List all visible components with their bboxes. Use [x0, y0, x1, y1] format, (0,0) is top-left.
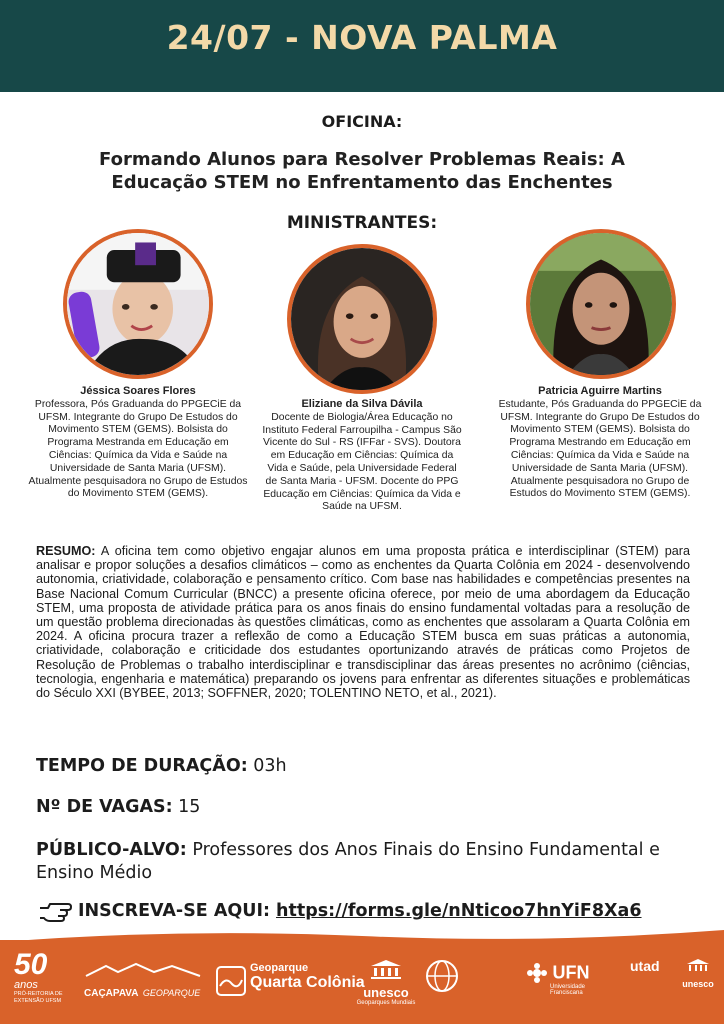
footer-wave [0, 928, 724, 942]
person-patricia [496, 385, 704, 501]
person-eliziane [262, 398, 462, 514]
footer-logos-bar: 50 anos PRÓ-REITORIA DE EXTENSÃO UFSM CAÇAPAVA GEOPARQUE Geoparque Quarta Colônia unesco Geoparques Mundiais UFN Universidade Franciscana utad unesco [0, 940, 724, 1024]
person-name: Patricia Aguirre Martins [538, 385, 662, 397]
logo-unesco-chair: unesco [676, 958, 720, 989]
avatar-eliziane [287, 244, 437, 394]
publico-label: PÚBLICO-ALVO: [36, 840, 187, 860]
resumo-label: RESUMO: [36, 544, 96, 558]
person-bio: Docente de Biologia/Área Educação no Instituto Federal Farroupilha - Campus São Vicente do Sul - RS (IFFar - SVS). Doutora em Educação em Ciências: Química da Vida e Saúde, pela Universidade Federal de Santa Maria - UFSM. Docente do PPG Educação em Ciências: Química da Vida e Saúde na UFSM. [262, 411, 462, 513]
logo-50-anos: 50 anos PRÓ-REITORIA DE EXTENSÃO UFSM [14, 948, 63, 1004]
vagas-label: Nº DE VAGAS: [36, 797, 173, 817]
ministrantes-label: MINISTRANTES: [286, 213, 438, 233]
wave-icon [216, 966, 246, 996]
avatar-jessica [63, 229, 213, 379]
inscricao-link[interactable]: https://forms.gle/nNticoo7hnYiF8Xa6 [276, 901, 642, 921]
resumo-text: A oficina tem como objetivo engajar alunos em uma proposta prática e interdisciplinar (STEM) para analisar e propor soluções a desafios climáticos – como as enchentes da Quarta Colônia em 2024 - desenvolvendo autonomia, criatividade, colaboração e pensamento crítico. Com base nas habilidades e competências presentes na Base Nacional Comum Curricular (BNCC) a presente oficina oferece, por meio de uma abordagem da Educação STEM, uma proposta de atividade prática para os anos finais do ensino fundamental voltadas para a resolução de um questão problema direcionadas às questões climáticas, como as enchentes que assolaram a Quarta Colônia em 2024. A oficina procura trazer a reflexão de como a Educação STEM busca em suas práticas a autonomia, criatividade, colaboração e criticidade dos estudantes oportunizando através de práticas como Projetos de Resolução de Problemas o trabalho interdisciplinar e transdisciplinar das áreas presentes no acrônimo (ciências, tecnologia, engenharia e matemática) preparando os jovens para enfrentar as diferentes situações e problemáticas do Século XXI (BYBEE, 2013; SOFFNER, 2020; TOLENTINO NETO, et al., 2021). [36, 544, 690, 701]
resumo-paragraph [36, 544, 690, 700]
flower-icon [526, 962, 548, 984]
globe-icon [424, 958, 460, 994]
unesco-temple-icon [686, 958, 710, 974]
publico-line [36, 839, 696, 885]
vagas-value: 15 [178, 797, 201, 817]
inscricao-line [38, 898, 642, 924]
avatar-patricia [526, 229, 676, 379]
unesco-temple-icon [369, 958, 403, 980]
header-banner [0, 0, 724, 92]
logo-cacapava: CAÇAPAVA GEOPARQUE [84, 962, 204, 1001]
logo-utad: utad [630, 958, 660, 974]
duracao-line [36, 756, 287, 776]
oficina-label: OFICINA: [321, 112, 403, 131]
person-name: Jéssica Soares Flores [80, 385, 196, 397]
logo-ufn: UFN Universidade Franciscana [526, 962, 616, 996]
logo-unesco: unesco Geoparques Mundiais [354, 958, 418, 1006]
vagas-line [36, 797, 200, 817]
publico-value: Professores dos Anos Finais do Ensino Fundamental e Ensino Médio [36, 840, 660, 883]
duracao-value: 03h [253, 756, 287, 776]
person-bio: Estudante, Pós Graduanda do PPGECiE da UFSM. Integrante do Grupo De Estudos do Movimento STEM (GEMS). Bolsista do Programa Mestrando em Educação em Ciências: Química da Vida e Saúde na Universidade de Santa Maria (UFSM). Atualmente pesquisadora no Grupo de Estudos do Movimento STEM (GEMS). [498, 398, 702, 500]
workshop-title: Formando Alunos para Resolver Problemas Reais: A Educação STEM no Enfrentamento das Enchentes [99, 149, 625, 193]
mountain-icon [84, 962, 202, 978]
person-name: Eliziane da Silva Dávila [301, 398, 423, 410]
person-jessica [28, 385, 248, 501]
logo-geoparque-network [424, 958, 514, 999]
inscricao-label: INSCREVA-SE AQUI: [78, 901, 270, 921]
pointing-hand-icon [38, 898, 72, 924]
person-bio: Professora, Pós Graduanda do PPGECiE da UFSM. Integrante do Grupo De Estudos do Movimento STEM (GEMS). Bolsista do Programa Mestranda em Educação em Ciências: Química da Vida e Saúde na Universidade de Santa Maria (UFSM). Atualmente pesquisadora no Grupo de Estudos do Movimento STEM (GEMS). [28, 398, 248, 500]
duracao-label: TEMPO DE DURAÇÃO: [36, 756, 248, 776]
event-date-title: 24/07 - NOVA PALMA [166, 18, 558, 57]
